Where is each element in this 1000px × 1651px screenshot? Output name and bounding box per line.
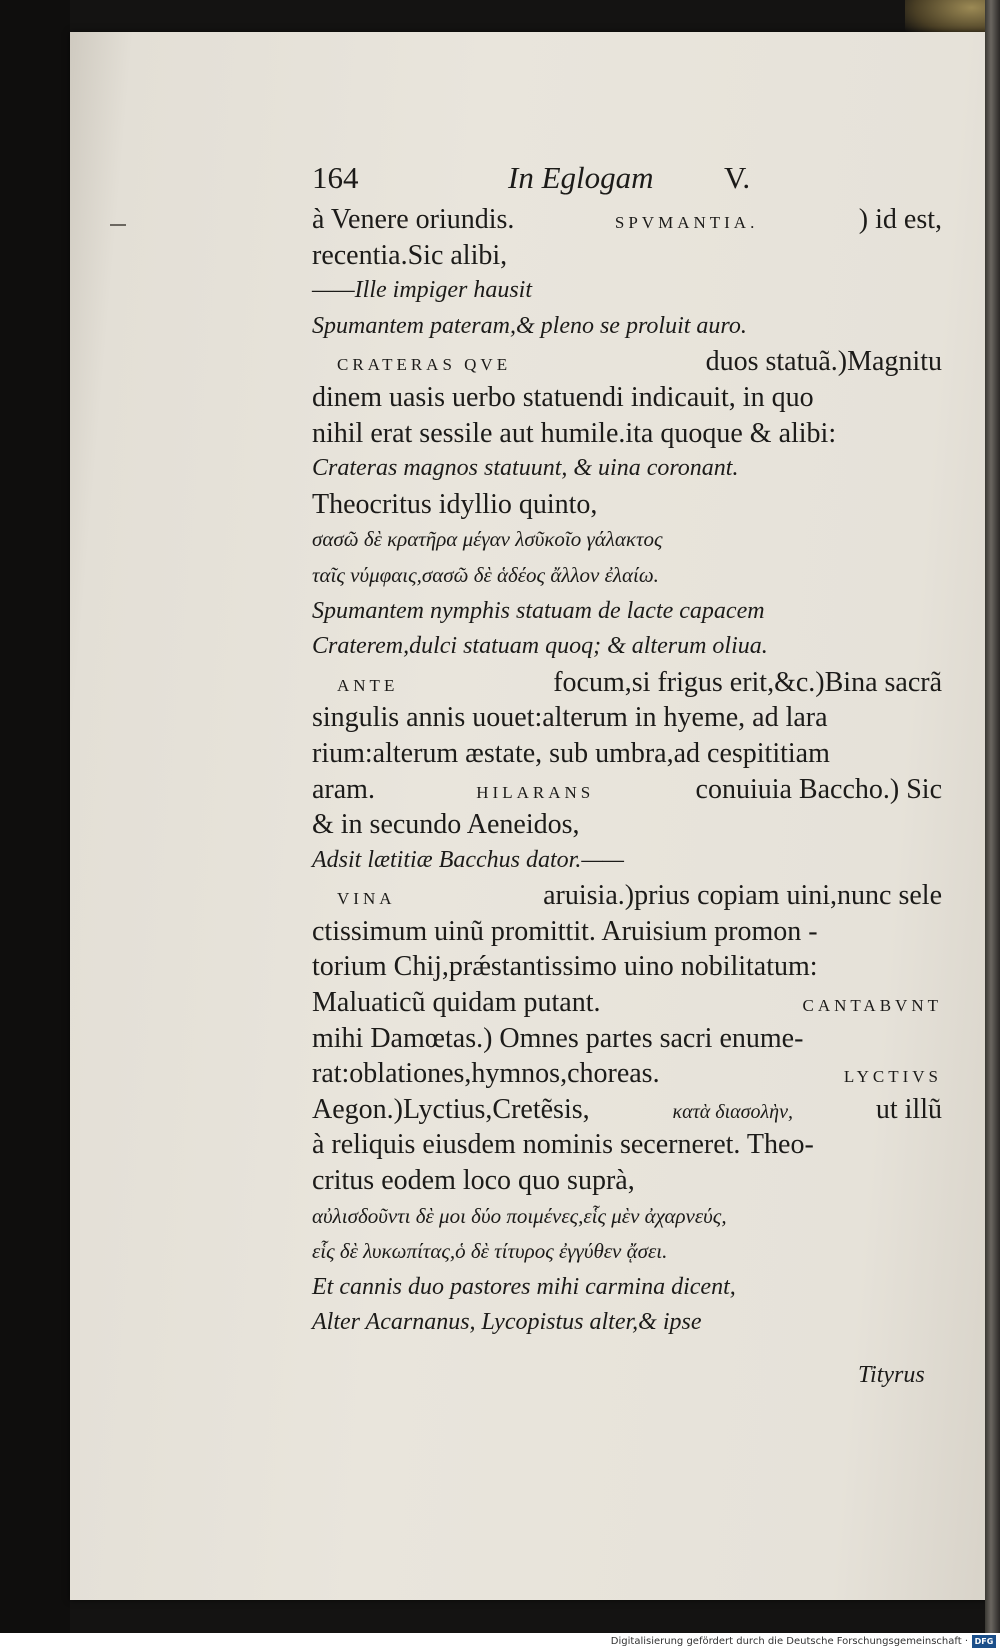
small-caps-lemma: SPVMANTIA. (614, 213, 759, 232)
text-line (312, 914, 942, 950)
verse-quotation: Craterem,dulci statuam quoq; & alterum oliua. (312, 633, 768, 660)
text-line (312, 985, 942, 1021)
text-line (312, 807, 942, 843)
text-segment: Maluaticũ quidam putant. (312, 987, 601, 1019)
text-segment: rium:alterum æstate, sub umbra,ad cespititiam (312, 737, 830, 769)
running-title: In Eglogam (508, 160, 654, 195)
greek-verse: εἷς δὲ λυκωπίτας,ὁ δὲ τίτυρος ἐγγύθεν ᾄσει. (312, 1239, 668, 1264)
text-segment: Theocritus idyllio quinto, (312, 488, 598, 520)
text-segment: à reliquis eiusdem nominis secerneret. Theo- (312, 1129, 814, 1161)
catchword: Tityrus (858, 1362, 925, 1388)
text-segment: à Venere oriundis. (312, 204, 515, 235)
running-head (312, 160, 912, 204)
text-segment: Aegon.)Lyctius,Cretẽsis, (312, 1093, 590, 1125)
text-segment: mihi Damœtas.) Omnes partes sacri enume- (312, 1022, 804, 1054)
text-line (312, 949, 942, 985)
greek-verse: ταῖς νύμφαις,σασῶ δὲ ἁδέος ἄλλον ἐλαίω. (312, 562, 659, 587)
verse-quotation: Crateras magnos statuunt, & uina coronant. (312, 455, 739, 482)
text-segment: ut illũ (875, 1093, 942, 1125)
text-line (312, 878, 942, 914)
small-caps-lemma: CANTABVNT (802, 996, 942, 1016)
text-line (312, 1021, 942, 1057)
text-line (312, 202, 942, 238)
text-segment: rat:oblationes,hymnos,choreas. (312, 1058, 660, 1090)
text-line (312, 1127, 942, 1163)
dfg-logo: DFG (972, 1635, 996, 1648)
text-line (312, 344, 942, 380)
small-caps-lemma: VINA (337, 889, 396, 909)
footer-bar (0, 1633, 1000, 1651)
small-caps-lemma: CRATERAS QVE (337, 355, 512, 375)
text-line (312, 238, 942, 274)
verse-quotation: Spumantem nymphis statuam de lacte capacem (312, 597, 765, 624)
text-line (312, 1056, 942, 1092)
text-segment: critus eodem loco quo suprà, (312, 1165, 635, 1197)
small-caps-lemma: ANTE (337, 675, 399, 695)
text-segment: aram. (312, 773, 375, 805)
text-line (312, 380, 942, 416)
text-segment: singulis annis uouet:alterum in hyeme, ad lara (312, 702, 828, 734)
text-segment: duos statuã.)Magnitu (705, 346, 942, 378)
text-segment: aruisia.)prius copiam uini,nunc sele (543, 880, 942, 912)
text-segment: focum,si frigus erit,&c.)Bina sacrã (553, 666, 942, 698)
background-left (0, 0, 70, 1651)
small-caps-lemma: LYCTIVS (843, 1067, 942, 1087)
body-text (312, 202, 942, 1341)
text-segment: recentia.Sic alibi, (312, 239, 508, 271)
verse-quotation: Adsit lætitiæ Bacchus dator.—— (312, 846, 625, 873)
text-segment: ) id est, (858, 204, 942, 235)
small-caps-lemma: HILARANS (476, 782, 595, 802)
text-segment: conuiuia Baccho.) Sic (695, 773, 942, 805)
verse-quotation: Spumantem pateram,& pleno se proluit auro. (312, 312, 747, 339)
text-line (312, 736, 942, 772)
text-line (312, 700, 942, 736)
greek-phrase: κατὰ διασολὴν, (672, 1100, 793, 1123)
margin-mark (110, 224, 126, 226)
text-line (312, 416, 942, 452)
greek-verse: αὐλισδοῦντι δὲ μοι δύο ποιμένες,εἷς μὲν ἀχαρνεύς, (312, 1203, 727, 1228)
text-line (312, 487, 942, 523)
text-line (312, 1163, 942, 1199)
verse-quotation: Alter Acarnanus, Lycopistus alter,& ipse (312, 1309, 702, 1336)
greek-verse: σασῶ δὲ κρατῆρα μέγαν λσῦκοῖο γάλακτος (312, 527, 663, 552)
text-segment: & in secundo Aeneidos, (312, 809, 580, 841)
footer-text: Digitalisierung gefördert durch die Deutsche Forschungsgemeinschaft · (610, 1636, 968, 1647)
text-segment: dinem uasis uerbo statuendi indicauit, in quo (312, 381, 814, 413)
text-line (312, 1092, 942, 1128)
text-line (312, 772, 942, 808)
eclogue-number: V. (724, 160, 751, 195)
page-edge (985, 0, 1000, 1651)
text-segment: nihil erat sessile aut humile.ita quoque & alibi: (312, 417, 837, 449)
page-number: 164 (312, 160, 359, 195)
text-line (312, 665, 942, 701)
verse-quotation: Et cannis duo pastores mihi carmina dicent, (312, 1273, 736, 1300)
text-segment: ctissimum uinũ promittit. Aruisium promon - (312, 915, 818, 947)
text-segment: torium Chij,prǽstantissimo uino nobilitatum: (312, 951, 818, 983)
verse-quotation: ——Ille impiger hausit (312, 277, 532, 304)
